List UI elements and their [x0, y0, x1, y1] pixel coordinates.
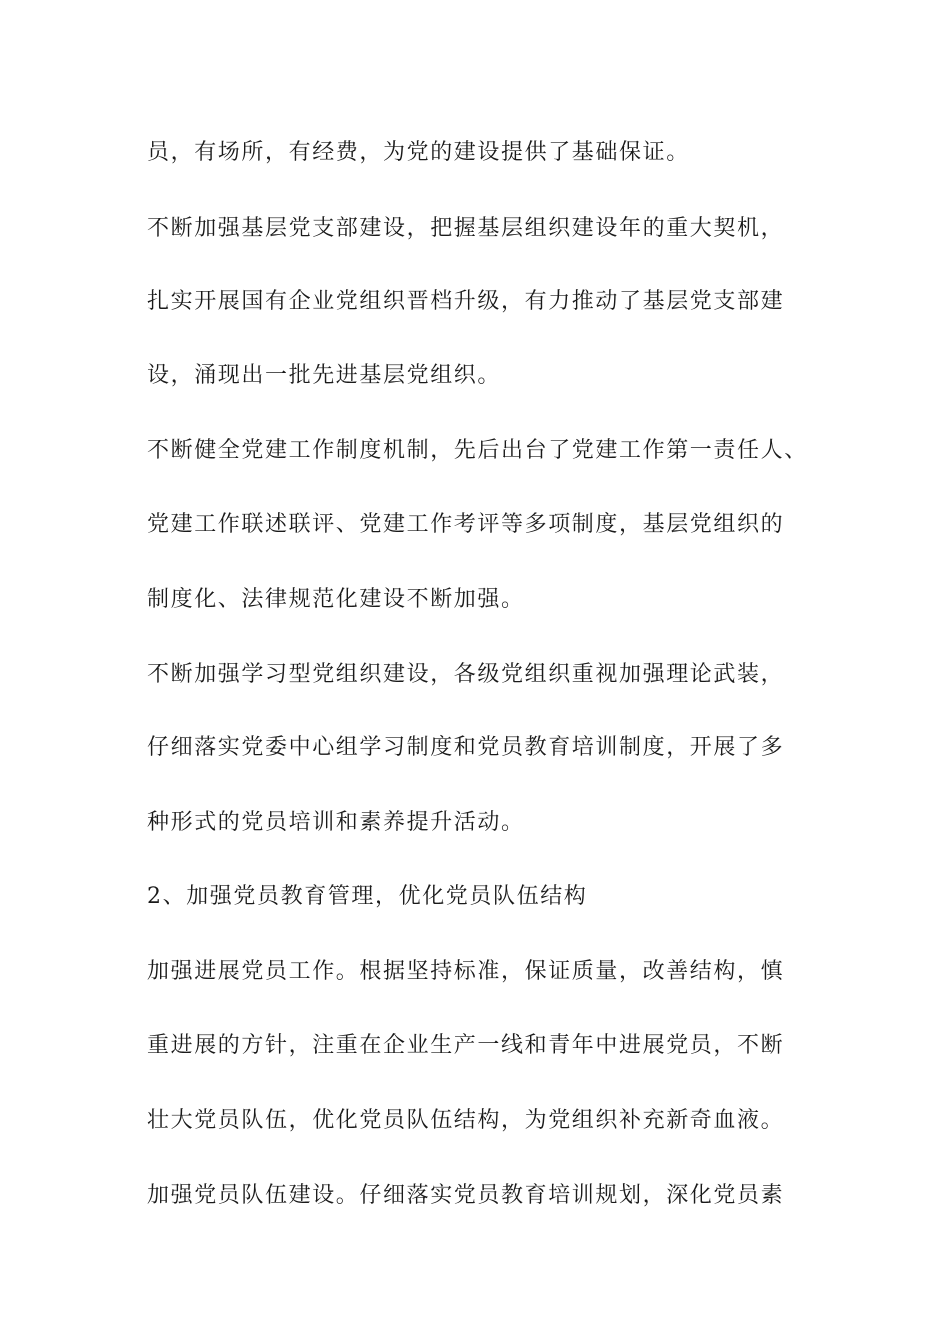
text-line: 不断加强基层党支部建设，把握基层组织建设年的重大契机，	[147, 216, 785, 241]
text-line: 制度化、法律规范化建设不断加强。	[147, 587, 525, 612]
section-heading: 2、加强党员教育管理，优化党员队伍结构	[147, 884, 588, 909]
text-line: 党建工作联述联评、党建工作考评等多项制度，基层党组织的	[147, 512, 785, 537]
text-line: 仔细落实党委中心组学习制度和党员教育培训制度，开展了多	[147, 735, 785, 760]
text-line: 重进展的方针，注重在企业生产一线和青年中进展党员，不断	[147, 1033, 785, 1058]
text-line: 不断健全党建工作制度机制，先后出台了党建工作第一责任人、	[147, 438, 808, 463]
text-line: 设，涌现出一批先进基层党组织。	[147, 363, 502, 388]
text-line: 种形式的党员培训和素养提升活动。	[147, 810, 525, 835]
text-line: 加强进展党员工作。根据坚持标准，保证质量，改善结构，慎	[147, 959, 785, 984]
text-line: 员，有场所，有经费，为党的建设提供了基础保证。	[147, 140, 690, 165]
text-line: 壮大党员队伍，优化党员队伍结构，为党组织补充新奇血液。	[147, 1108, 785, 1133]
text-line: 加强党员队伍建设。仔细落实党员教育培训规划，深化党员素	[147, 1183, 785, 1208]
text-line: 扎实开展国有企业党组织晋档升级，有力推动了基层党支部建	[147, 289, 785, 314]
text-line: 不断加强学习型党组织建设，各级党组织重视加强理论武装，	[147, 662, 785, 687]
